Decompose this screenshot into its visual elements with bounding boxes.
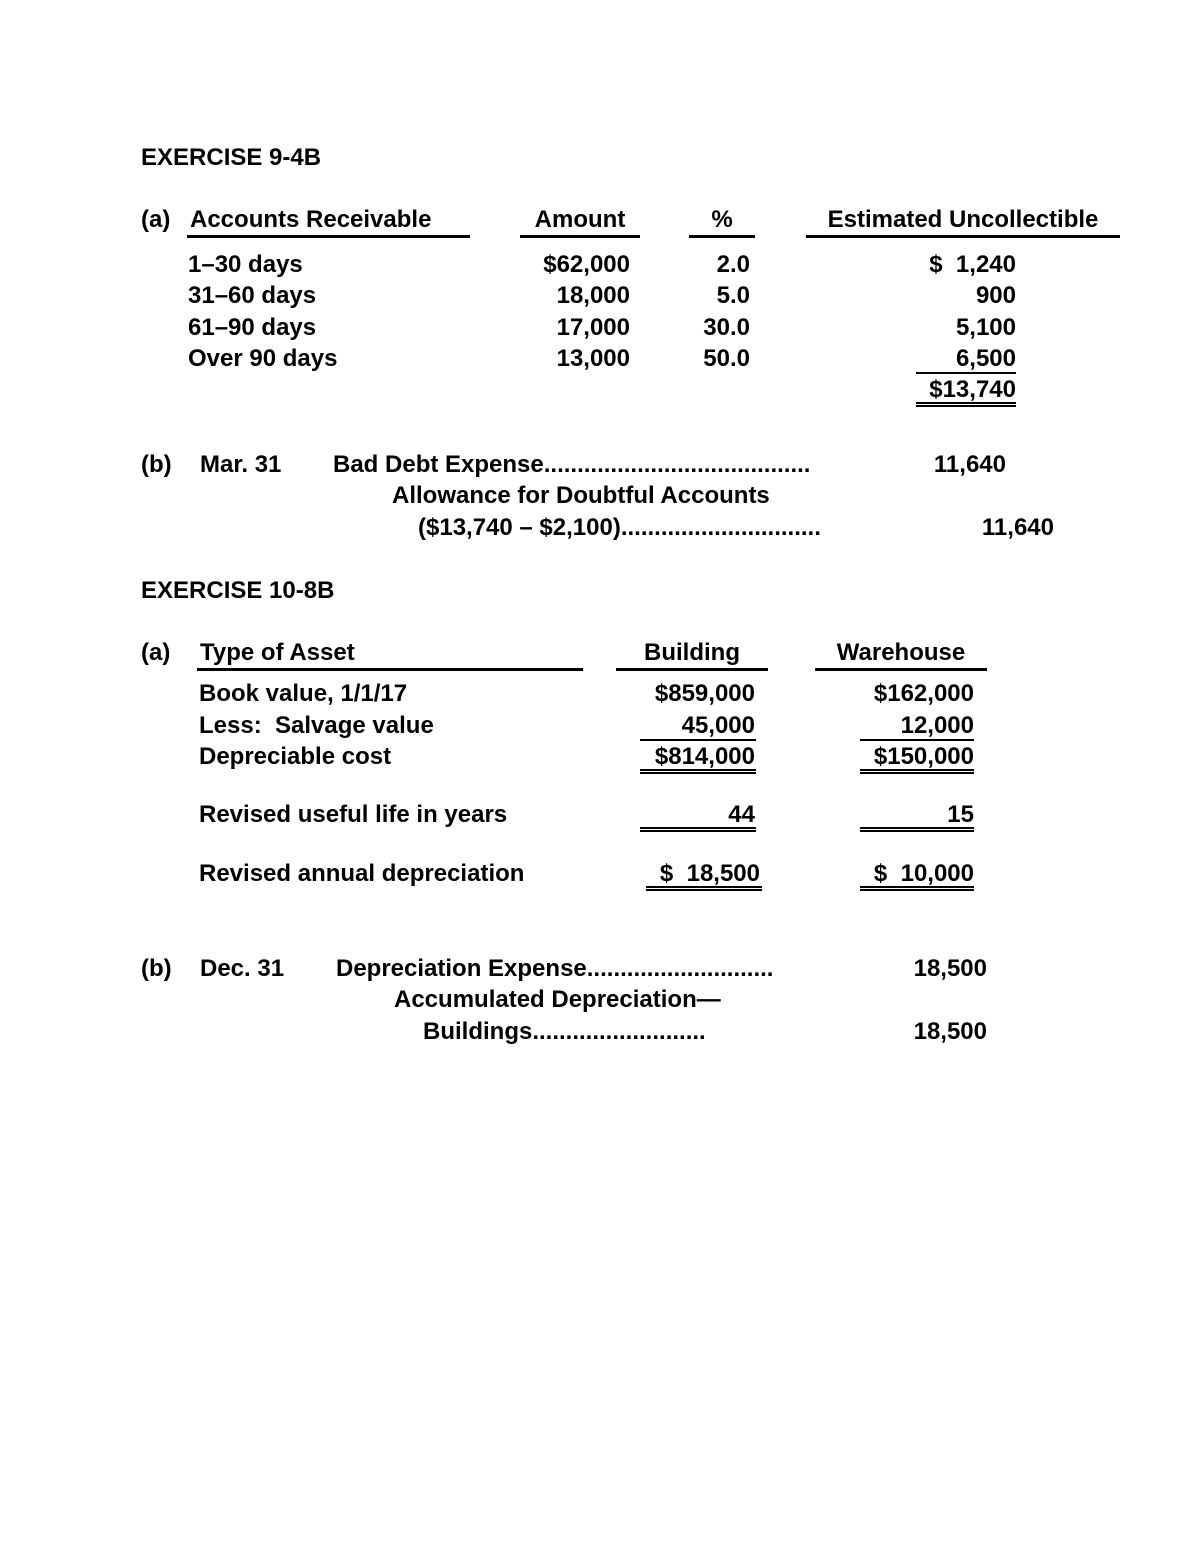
aging-amount: 18,000 xyxy=(556,282,630,309)
part-label: (a) xyxy=(141,639,171,666)
aging-percent: 2.0 xyxy=(716,251,750,278)
header-rule xyxy=(806,235,1120,238)
aging-label: Over 90 days xyxy=(188,345,338,372)
column-header-amount: Amount xyxy=(534,206,626,233)
credit-account: Accumulated Depreciation— xyxy=(394,986,721,1013)
building-value: $859,000 xyxy=(654,680,755,707)
part-label: (b) xyxy=(141,451,172,478)
asset-row-label: Revised annual depreciation xyxy=(199,860,525,887)
building-value: $ 18,500 xyxy=(659,860,760,887)
aging-percent: 50.0 xyxy=(703,345,750,372)
warehouse-value: $162,000 xyxy=(873,680,974,707)
column-header-estimated-uncollectible: Estimated Uncollectible xyxy=(827,206,1099,233)
subtotal-rule xyxy=(860,739,974,741)
header-rule xyxy=(520,235,640,238)
credit-account-detail xyxy=(418,514,821,542)
asset-row-label: Depreciable cost xyxy=(199,743,392,770)
header-rule xyxy=(689,235,755,238)
aging-estimated: 900 xyxy=(975,282,1016,309)
entry-date: Mar. 31 xyxy=(200,451,282,478)
header-rule xyxy=(616,668,768,671)
column-header-type-of-asset: Type of Asset xyxy=(200,639,355,666)
warehouse-value: 15 xyxy=(947,801,974,828)
warehouse-value: $ 10,000 xyxy=(873,860,974,887)
header-rule xyxy=(197,668,583,671)
column-header-warehouse: Warehouse xyxy=(836,639,966,666)
header-rule xyxy=(815,668,987,671)
aging-amount: $62,000 xyxy=(543,251,630,278)
credit-account-detail xyxy=(423,1018,706,1046)
total-double-rule xyxy=(646,886,762,891)
building-value: 45,000 xyxy=(681,712,755,739)
total-double-rule xyxy=(916,402,1016,407)
part-label: (b) xyxy=(141,955,172,982)
column-header-building: Building xyxy=(644,639,740,666)
exercise-title: EXERCISE 9-4B xyxy=(141,144,322,171)
aging-estimated: 5,100 xyxy=(955,314,1016,341)
warehouse-value: 12,000 xyxy=(900,712,974,739)
asset-row-label: Revised useful life in years xyxy=(199,801,508,828)
total-double-rule xyxy=(860,827,974,832)
credit-amount: 18,500 xyxy=(913,1018,987,1045)
asset-row-label: Book value, 1/1/17 xyxy=(199,680,408,707)
aging-percent: 30.0 xyxy=(703,314,750,341)
estimated-total: $13,740 xyxy=(929,376,1016,403)
asset-row-label: Less: Salvage value xyxy=(199,712,434,739)
column-header-percent: % xyxy=(711,206,733,233)
debit-account xyxy=(333,451,810,479)
aging-estimated: 6,500 xyxy=(955,345,1016,372)
dot-leader: ........................................ xyxy=(543,451,811,478)
total-double-rule xyxy=(860,769,974,774)
aging-percent: 5.0 xyxy=(716,282,750,309)
debit-account xyxy=(336,955,773,983)
credit-detail-text: Buildings xyxy=(423,1018,533,1045)
debit-amount: 11,640 xyxy=(933,451,1006,478)
warehouse-value: $150,000 xyxy=(873,743,974,770)
dot-leader: ............................ xyxy=(586,955,774,982)
aging-estimated: $ 1,240 xyxy=(929,251,1016,278)
debit-account-name: Bad Debt Expense xyxy=(333,451,544,478)
aging-label: 31–60 days xyxy=(188,282,317,309)
aging-label: 1–30 days xyxy=(188,251,303,278)
total-double-rule xyxy=(860,886,974,891)
part-label: (a) xyxy=(141,206,171,233)
column-header-accounts-receivable: Accounts Receivable xyxy=(190,206,432,233)
dot-leader: .............................. xyxy=(620,514,821,541)
aging-amount: 13,000 xyxy=(556,345,630,372)
aging-label: 61–90 days xyxy=(188,314,317,341)
credit-detail-text: ($13,740 – $2,100) xyxy=(418,514,621,541)
debit-amount: 18,500 xyxy=(913,955,987,982)
credit-amount: 11,640 xyxy=(981,514,1054,541)
entry-date: Dec. 31 xyxy=(200,955,285,982)
dot-leader: .......................... xyxy=(532,1018,706,1045)
total-double-rule xyxy=(640,827,756,832)
exercise-title: EXERCISE 10-8B xyxy=(141,577,335,604)
total-double-rule xyxy=(640,769,756,774)
building-value: 44 xyxy=(728,801,755,828)
subtotal-rule xyxy=(640,739,756,741)
subtotal-rule xyxy=(916,372,1016,374)
credit-account: Allowance for Doubtful Accounts xyxy=(392,482,770,509)
building-value: $814,000 xyxy=(654,743,755,770)
header-rule xyxy=(187,235,470,238)
aging-amount: 17,000 xyxy=(556,314,630,341)
debit-account-name: Depreciation Expense xyxy=(336,955,587,982)
